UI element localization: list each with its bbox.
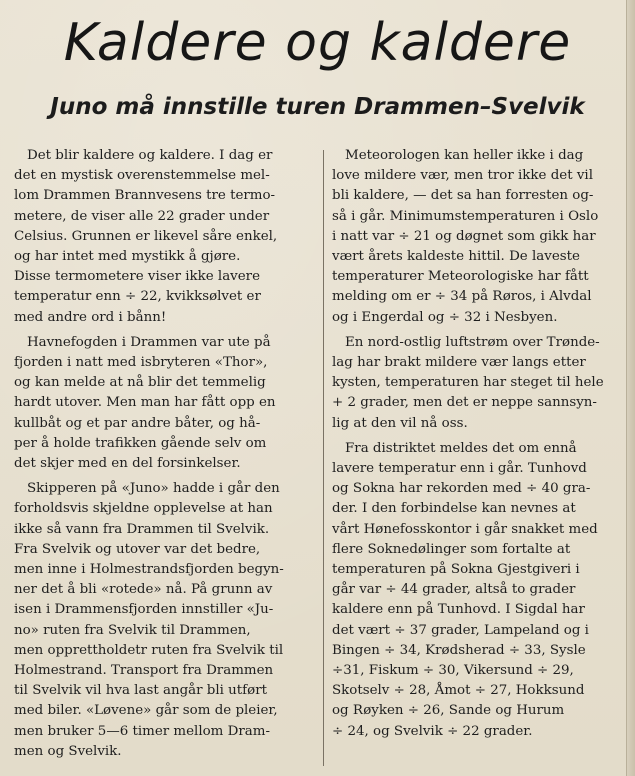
paragraph-left-1 (14, 146, 316, 328)
text-line: En nord-ostlig luftstrøm over Trønde- (345, 334, 600, 350)
text-line: ner det å bli «rotede» nå. På grunn av (14, 582, 273, 598)
text-line: Fra distriktet meldes det om ennå (345, 440, 577, 456)
text-line: men opprettholdetr ruten fra Svelvik til (14, 642, 284, 658)
text-line: isen i Drammensfjorden innstiller «Ju- (14, 602, 274, 618)
text-line: love mildere vær, men tror ikke det vil (332, 168, 593, 184)
text-line: kaldere enn på Tunhovd. I Sigdal har (332, 602, 585, 618)
text-line: går var ÷ 44 grader, altså to grader (332, 582, 576, 598)
text-line: + 2 grader, men det er neppe sannsyn- (332, 395, 597, 411)
text-line: og Røyken ÷ 26, Sande og Hurum (332, 703, 565, 719)
text-line: Bingen ÷ 34, Krødsherad ÷ 33, Sysle (332, 642, 586, 658)
text-line: lavere temperatur enn i går. Tunhovd (332, 461, 587, 477)
text-line: no» ruten fra Svelvik til Drammen, (14, 622, 251, 638)
text-line: Disse termometere viser ikke lavere (14, 269, 260, 285)
text-line: Skipperen på «Juno» hadde i går den (27, 481, 280, 497)
text-line: kysten, temperaturen har steget til hele (332, 375, 604, 391)
right-column (332, 146, 621, 742)
text-line: vært årets kaldeste hittil. De laveste (332, 249, 580, 265)
text-line: temperaturer Meteorologiske har fått (332, 269, 589, 285)
text-line: per å holde trafikken gående selv om (14, 435, 267, 451)
text-line: Skotselv ÷ 28, Åmot ÷ 27, Hokksund (332, 683, 585, 699)
text-line: kullbåt og et par andre båter, og hå- (14, 415, 261, 431)
text-line: Det blir kaldere og kaldere. I dag er (27, 148, 273, 163)
paragraph-left-3 (14, 479, 316, 762)
text-line: fjorden i natt med isbryteren «Thor», (14, 355, 268, 371)
text-line: der. I den forbindelse kan nevnes at (332, 501, 576, 517)
text-line: Meteorologen kan heller ikke i dag (345, 148, 584, 163)
text-line: lag har brakt mildere vær langs etter (332, 355, 586, 371)
text-line: og Sokna har rekorden med ÷ 40 gra- (332, 481, 591, 497)
paragraph-right-3 (332, 439, 621, 742)
headline: Kaldere og kaldere (63, 13, 572, 73)
text-line: men inne i Holmestrandsfjorden begyn- (14, 562, 284, 578)
text-line: temperatur enn ÷ 22, kvikksølvet er (14, 289, 261, 305)
text-line: bli kaldere, — det sa han forresten og- (332, 188, 594, 204)
paragraph-right-1 (332, 146, 621, 328)
text-line: Havnefogden i Drammen var ute på (27, 334, 271, 350)
text-line: Celsius. Grunnen er likevel såre enkel, (14, 228, 278, 244)
subheadline: Juno må innstille turen Drammen–Svelvik (50, 94, 585, 120)
text-line: i natt var ÷ 21 og døgnet som gikk har (332, 228, 596, 244)
text-line: Fra Svelvik og utover var det bedre, (14, 541, 261, 557)
left-column (14, 146, 316, 762)
text-line: med andre ord i bånn! (14, 309, 167, 325)
text-line: ÷31, Fiskum ÷ 30, Vikersund ÷ 29, (332, 663, 574, 679)
text-line: metere, de viser alle 22 grader under (14, 208, 270, 224)
text-line: så i går. Minimumstemperaturen i Oslo (332, 208, 599, 224)
paragraph-right-2 (332, 333, 621, 434)
text-line: og i Engerdal og ÷ 32 i Nesbyen. (332, 309, 558, 325)
text-line: til Svelvik vil hva last angår bli utført (14, 683, 267, 699)
text-line: ÷ 24, og Svelvik ÷ 22 grader. (332, 723, 533, 739)
text-line: forholdsvis skjeldne opplevelse at han (14, 501, 273, 517)
text-line: flere Soknedølinger som fortalte at (332, 541, 571, 557)
text-line: ikke så vann fra Drammen til Svelvik. (14, 521, 270, 537)
text-line: temperaturen på Sokna Gjestgiveri i (332, 562, 580, 578)
text-line: men bruker 5—6 timer mellom Dram- (14, 723, 270, 739)
text-line: Holmestrand. Transport fra Drammen (14, 663, 274, 679)
text-line: men og Svelvik. (14, 743, 122, 759)
text-line: vårt Hønefosskontor i går snakket med (332, 521, 598, 537)
text-line: det vært ÷ 37 grader, Lampeland og i (332, 622, 589, 638)
column-divider (323, 150, 324, 766)
text-line: lom Drammen Brannvesens tre termo- (14, 188, 276, 204)
paragraph-left-2 (14, 333, 316, 474)
text-line: det en mystisk overenstemmelse mel- (14, 168, 270, 184)
text-line: lig at den vil nå oss. (332, 415, 468, 431)
text-line: og har intet med mystikk å gjøre. (14, 249, 241, 265)
text-line: det skjer med en del forsinkelser. (14, 456, 241, 472)
text-line: med biler. «Løvene» går som de pleier, (14, 703, 278, 719)
text-line: melding om er ÷ 34 på Røros, i Alvdal (332, 289, 592, 305)
text-line: og kan melde at nå blir det temmelig (14, 375, 266, 391)
text-line: hardt utover. Men man har fått opp en (14, 395, 276, 411)
